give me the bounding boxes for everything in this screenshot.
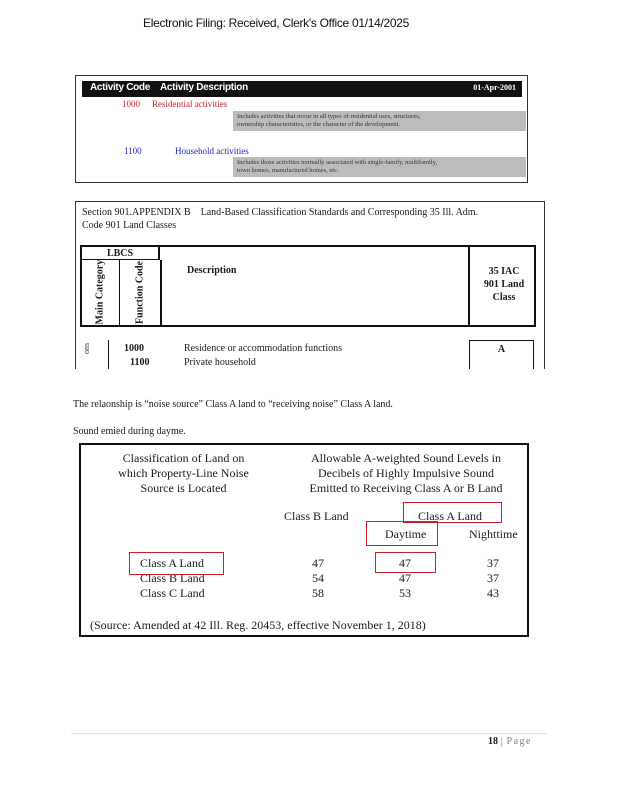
class-c-nighttime-value: 43 xyxy=(487,586,499,600)
row-label-class-c: Class C Land xyxy=(140,586,205,600)
activity-label-residential: Residential activities xyxy=(152,99,228,109)
class-c-daytime-value: 53 xyxy=(399,586,411,600)
activity-code-1000: 1000 xyxy=(122,99,140,109)
activity-description-heading: Activity Description xyxy=(160,82,248,93)
function-desc-1100: Private household xyxy=(184,357,256,368)
lbcs-heading: LBCS xyxy=(82,247,160,260)
highlight-daytime xyxy=(366,521,438,546)
activity-code-1100: 1100 xyxy=(124,146,142,156)
footer-divider xyxy=(71,733,547,734)
function-desc-1000: Residence or accommodation functions xyxy=(184,343,343,354)
activity-code-figure xyxy=(75,75,528,183)
sound-emitted-paragraph: Sound emied during dayme. xyxy=(73,426,186,437)
activity-desc-residential: Includes activities that occur in all types of residential uses, structures, ownership characteristics, or the character of the development. xyxy=(233,111,526,131)
filing-stamp: Electronic Filing: Received, Clerk's Office 01/14/2025 xyxy=(143,16,410,30)
function-code-1000: 1000 xyxy=(124,343,144,354)
source-citation: (Source: Amended at 42 Ill. Reg. 20453, effective November 1, 2018) xyxy=(90,618,426,632)
daytime-heading: Daytime xyxy=(385,527,427,541)
lbcs-table-header xyxy=(80,245,536,327)
iac-heading: 35 IAC 901 Land Class xyxy=(483,266,525,303)
class-a-land-heading: Class A Land xyxy=(418,509,483,523)
land-class-a-cell: A xyxy=(469,340,534,369)
class-b-class-b-value: 54 xyxy=(312,571,324,585)
description-heading: Description xyxy=(187,265,237,276)
activity-date: 01-Apr-2001 xyxy=(473,83,516,92)
source-land-heading: Classification of Land on which Property-Line Noise Source is Located xyxy=(118,451,249,495)
class-a-class-b-value: 47 xyxy=(312,556,324,570)
relationship-paragraph: The relaonship is “noise source” Class A land to “receiving noise” Class A land. xyxy=(73,399,393,410)
nighttime-heading: Nighttime xyxy=(469,527,518,541)
activity-label-household: Household activities xyxy=(175,146,249,156)
class-c-class-b-value: 58 xyxy=(312,586,324,600)
sound-levels-table xyxy=(79,443,529,637)
function-code-heading: Function Code xyxy=(134,260,146,325)
row-label-class-b: Class B Land xyxy=(140,571,205,585)
main-category-heading: Main Category xyxy=(94,259,106,325)
row-label-class-a: Class A Land xyxy=(140,556,205,570)
class-a-daytime-value: 47 xyxy=(399,556,411,570)
activity-header-bar xyxy=(82,81,522,97)
highlight-value-47 xyxy=(375,552,436,573)
activity-code-heading: Activity Code xyxy=(90,82,151,93)
class-b-daytime-value: 47 xyxy=(399,571,411,585)
class-b-land-heading: Class B Land xyxy=(284,509,349,523)
function-code-1100: 1100 xyxy=(130,357,150,368)
class-b-nighttime-value: 37 xyxy=(487,571,499,585)
page-number: 18 | Page xyxy=(488,736,532,747)
appendix-caption: Section 901.APPENDIX B Land-Based Classification Standards and Corresponding 35 Ill. Adm. Code 901 Land Classes xyxy=(82,207,479,231)
allowable-levels-heading: Allowable A-weighted Sound Levels in Decibels of Highly Impulsive Sound Emitted to Receiving Class A or B Land xyxy=(309,451,503,495)
lbcs-appendix-figure xyxy=(75,201,545,369)
highlight-row-class-a xyxy=(129,552,224,575)
highlight-class-a-land xyxy=(403,502,502,523)
cut-off-text: ons xyxy=(82,342,91,354)
class-a-nighttime-value: 37 xyxy=(487,556,499,570)
activity-desc-household: Includes those activities normally associated with single-family, multifamily, town homes, manufactured homes, etc. xyxy=(233,157,526,177)
